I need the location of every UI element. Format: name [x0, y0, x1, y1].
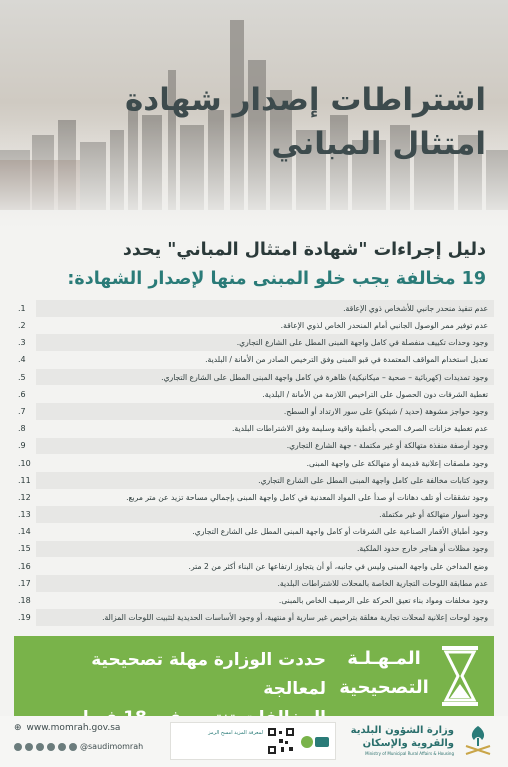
violation-item — [14, 558, 494, 575]
violation-number: .14 — [18, 527, 31, 537]
violation-item — [14, 523, 494, 540]
ministry-name-line-2: والقروية والإسكان — [362, 738, 454, 749]
violation-text: وجود تشققات أو تلف دهانات أو صدأ على المواد المعدنية في كامل واجهة المبنى بإجمالي مساحة تزيد عن متر مربع. — [126, 492, 488, 502]
website-text: www.momrah.gov.sa — [26, 723, 121, 733]
youtube-icon[interactable] — [47, 743, 55, 751]
violation-text: عدم تنفيذ منحدر جانبي للأشخاص ذوي الإعاقة. — [36, 300, 494, 317]
footer — [0, 716, 508, 767]
violation-text: وجود أطباق الأقمار الصناعية على الشرفات أو كامل واجهة المبنى المطل على الشارع التجاري. — [192, 527, 488, 537]
violation-text: عدم تغطية خزانات الصرف الصحي بأغطية واقية وسليمة وفق الاشتراطات البلدية. — [231, 424, 488, 434]
violation-text: وجود مخلفات ومواد بناء تعيق الحركة على الرصيف الخاص بالمبنى. — [278, 596, 488, 606]
balady-icon — [299, 731, 331, 753]
violation-text: وجود أرصفة منفذة متهالكة أو غير مكتملة - جهة الشارع التجاري. — [36, 438, 494, 455]
ministry-name-en: Ministry of Municipal Rural Affairs & Housing — [365, 751, 454, 756]
violation-number: .7 — [18, 406, 26, 416]
violation-item — [14, 506, 494, 523]
instagram-icon[interactable] — [36, 743, 44, 751]
violation-text: تغطية الشرفات دون الحصول على التراخيص اللازمة من الأمانة / البلدية. — [262, 389, 488, 399]
intro-heading — [16, 236, 486, 294]
qr-code-icon[interactable] — [267, 727, 295, 755]
correction-badge — [338, 644, 430, 702]
violation-text: وجود كتابات مخالفة على كامل واجهة المبنى المطل على الشارع التجاري. — [36, 472, 494, 489]
ministry-name-line-1: وزارة الشؤون البلدية — [350, 725, 454, 736]
title-line-1: اشتراطات إصدار شهادة — [124, 82, 486, 118]
qr-section — [170, 722, 336, 760]
saudi-emblem-icon — [462, 724, 494, 758]
hourglass-icon — [440, 644, 480, 708]
violation-number: .19 — [18, 613, 31, 623]
violation-item — [14, 541, 494, 558]
violations-list — [14, 300, 494, 627]
website-link[interactable] — [14, 723, 120, 733]
violation-text: تعديل استخدام المواقف المعتمدة في قبو المبنى وفق الترخيص الصادر من الأمانة / البلدية. — [205, 355, 488, 365]
violation-text: وجود وحدات تكييف منفصلة في كامل واجهة المبنى المطل على الشارع التجاري. — [36, 334, 494, 351]
violation-number: .18 — [18, 596, 31, 606]
violation-item — [14, 369, 494, 386]
hero-banner — [0, 0, 508, 228]
violation-item — [14, 575, 494, 592]
violation-item — [14, 317, 494, 334]
violation-text: وجود مظلات أو هناجر خارج حدود الملكية. — [36, 541, 494, 558]
violation-text: وجود حواجز مشوهة (حديد / شينكو) على سور الارتداد أو السطح. — [36, 403, 494, 420]
violation-item — [14, 300, 494, 317]
violation-text: وجود تمديدات (كهربائية – صحية – ميكانيكية) ظاهرة في كامل واجهة المبنى المطل على الشارع التجاري. — [36, 369, 494, 386]
violation-text: عدم مطابقة اللوحات التجارية الخاصة بالمحلات للاشتراطات البلدية. — [36, 575, 494, 592]
violation-item — [14, 455, 494, 472]
violation-number: .1 — [18, 303, 26, 313]
violation-item — [14, 609, 494, 626]
violation-number: .5 — [18, 372, 26, 382]
notice-line-1: حددت الوزارة مهلة تصحيحية لمعالجة — [91, 650, 326, 699]
violation-number: .4 — [18, 355, 26, 365]
violation-item — [14, 592, 494, 609]
intro-line-1: دليل إجراءات "شهادة امتثال المباني" يحدد — [122, 240, 486, 260]
linkedin-icon[interactable] — [58, 743, 66, 751]
badge-line-2: التصحيحية — [339, 677, 429, 698]
violation-number: .12 — [18, 492, 31, 502]
balady-logo — [299, 731, 331, 753]
violation-text: وجود لوحات إعلانية لمحلات تجارية مغلقة بتراخيص غير سارية أو منتهية، أو وجود الأساسات الحديدية لتثبيت اللوحات المزالة. — [36, 609, 494, 626]
violation-item — [14, 472, 494, 489]
correction-period-banner — [14, 636, 494, 716]
ministry-name — [344, 724, 454, 750]
violation-number: .2 — [18, 321, 26, 331]
violation-text: وضع المداخن على واجهة المبنى وليس في جانبه، أو أن يتجاوز ارتفاعها عن البناء أكثر من 2 متر. — [188, 561, 488, 571]
violation-text: وجود أسوار متهالكة أو غير مكتملة. — [36, 506, 494, 523]
violation-number: .3 — [18, 338, 26, 348]
violation-item — [14, 403, 494, 420]
violation-item — [14, 352, 494, 369]
violation-number: .9 — [18, 441, 26, 451]
violation-item — [14, 489, 494, 506]
violation-number: .11 — [18, 475, 31, 485]
violation-number: .13 — [18, 510, 31, 520]
facebook-icon[interactable] — [69, 743, 77, 751]
violation-item — [14, 334, 494, 351]
violation-number: .10 — [18, 458, 31, 468]
violation-item — [14, 438, 494, 455]
snapchat-icon[interactable] — [25, 743, 33, 751]
qr-note: لمعرفة المزيد امسح الرمز — [208, 730, 263, 736]
globe-icon: ⊕ — [14, 723, 22, 733]
violation-number: .8 — [18, 424, 26, 434]
violation-text: وجود ملصقات إعلانية قديمة أو متهالكة على واجهة المبنى. — [306, 458, 488, 468]
ministry-logo — [334, 720, 494, 762]
title-line-2: امتثال المباني — [271, 126, 486, 162]
badge-line-1: المـهـلـة — [347, 648, 421, 669]
violation-item — [14, 386, 494, 403]
x-icon[interactable] — [14, 743, 22, 751]
violation-number: .15 — [18, 544, 31, 554]
violation-item — [14, 420, 494, 437]
violation-number: .16 — [18, 561, 31, 571]
violation-number: .17 — [18, 578, 31, 588]
violation-text: عدم توفير ممر الوصول الجانبي أمام المنحدر الخاص لذوي الإعاقة. — [280, 321, 488, 331]
violation-number: .6 — [18, 389, 26, 399]
intro-line-2: 19 مخالفة يجب خلو المبنى منها لإصدار الشهادة: — [67, 269, 486, 289]
social-handle: @saudimomrah — [80, 742, 144, 751]
social-links — [14, 742, 143, 751]
page-title — [86, 78, 486, 166]
